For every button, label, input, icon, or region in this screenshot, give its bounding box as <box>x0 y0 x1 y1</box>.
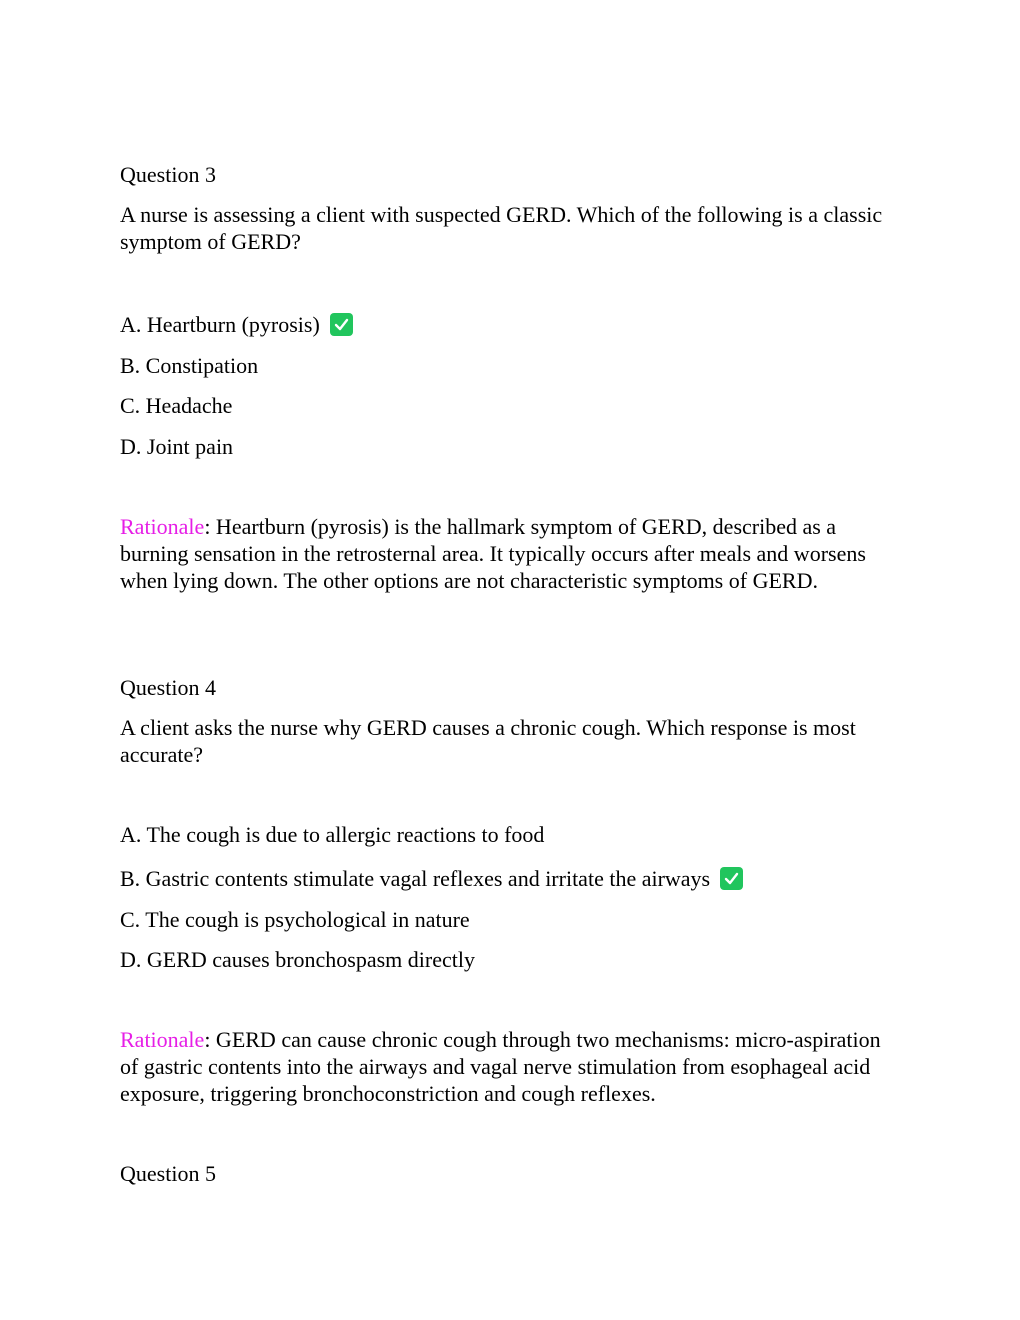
option-d: D. Joint pain <box>120 434 234 459</box>
option-c: C. The cough is psychological in nature <box>120 907 470 932</box>
question-stem: A nurse is assessing a client with suspected GERD. Which of the following is a classic symptom of GERD? <box>120 202 883 254</box>
option-text: A. Heartburn (pyrosis) <box>120 312 320 337</box>
option-d: D. GERD causes bronchospasm directly <box>120 947 475 972</box>
option-text: B. Gastric contents stimulate vagal reflexes and irritate the airways <box>120 866 711 891</box>
checkmark-icon <box>720 867 743 890</box>
checkmark-icon <box>330 313 353 336</box>
rationale-label: Rationale <box>120 514 205 539</box>
question-heading: Question 5 <box>120 1161 216 1186</box>
rationale-text: : GERD can cause chronic cough through two mechanisms: micro-aspiration of gastric contents into the airways and vagal nerve stimulation from esophageal acid exposure, triggering bronchoconstriction and cough reflexes. <box>120 1027 881 1106</box>
option-a: A. The cough is due to allergic reactions to food <box>120 822 545 847</box>
rationale <box>120 513 900 594</box>
question-stem: A client asks the nurse why GERD causes a chronic cough. Which response is most accurate? <box>120 715 856 767</box>
question-heading: Question 4 <box>120 675 216 700</box>
rationale <box>120 1026 900 1107</box>
option-a <box>120 311 353 338</box>
question-heading: Question 3 <box>120 162 216 187</box>
option-c: C. Headache <box>120 393 233 418</box>
option-b <box>120 865 743 892</box>
option-b: B. Constipation <box>120 353 259 378</box>
rationale-text: : Heartburn (pyrosis) is the hallmark symptom of GERD, described as a burning sensation in the retrosternal area. It typically occurs after meals and worsens when lying down. The other options are not characteristic symptoms of GERD. <box>120 514 866 593</box>
rationale-label: Rationale <box>120 1027 205 1052</box>
